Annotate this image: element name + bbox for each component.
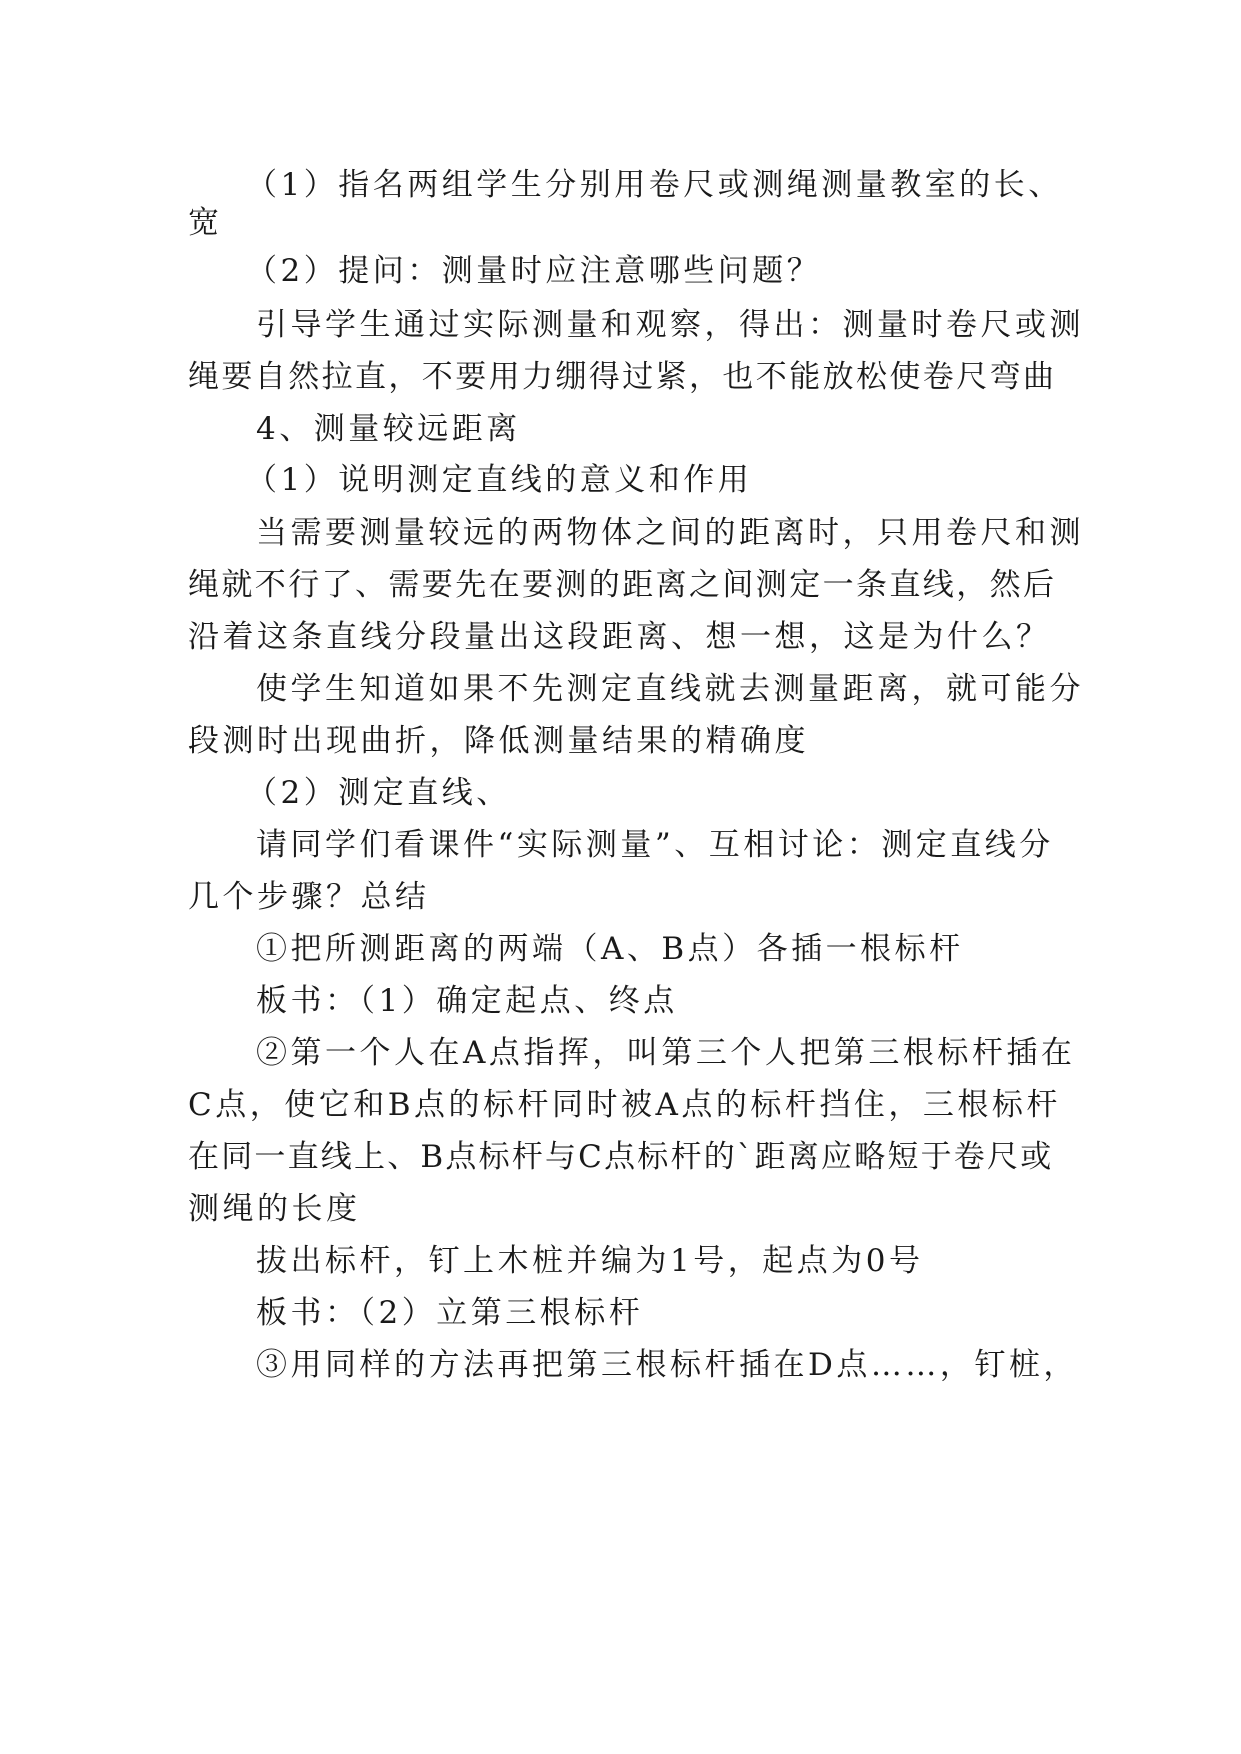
text-line-6: 4、测量较远距离	[256, 411, 521, 447]
text-line-2: 宽	[188, 205, 223, 241]
text-line-21: 测绳的长度	[188, 1191, 361, 1227]
text-line-11: 使学生知道如果不先测定直线就去测量距离，就可能分	[256, 671, 1084, 707]
text-line-17: 板书：（1）确定起点、终点	[256, 983, 678, 1019]
text-line-8: 当需要测量较远的两物体之间的距离时，只用卷尺和测	[256, 515, 1084, 551]
text-line-13: （2）测定直线、	[246, 775, 511, 811]
text-line-19: C点，使它和B点的标杆同时被A点的标杆挡住，三根标杆	[188, 1087, 1061, 1123]
text-line-7: （1）说明测定直线的意义和作用	[246, 462, 753, 498]
text-line-18: ②第一个人在A点指挥，叫第三个人把第三根标杆插在	[256, 1035, 1076, 1071]
text-line-1: （1）指名两组学生分别用卷尺或测绳测量教室的长、	[246, 167, 1063, 203]
text-line-24: ③用同样的方法再把第三根标杆插在D点……，钉桩，	[256, 1347, 1078, 1383]
text-line-14: 请同学们看课件“实际测量”、互相讨论：测定直线分	[256, 827, 1054, 863]
text-line-15: 几个步骤？总结	[188, 879, 430, 915]
text-line-20: 在同一直线上、B点标杆与C点标杆的`距离应略短于卷尺或	[188, 1139, 1054, 1175]
text-line-3: （2）提问：测量时应注意哪些问题？	[246, 253, 822, 289]
text-line-5: 绳要自然拉直，不要用力绷得过紧，也不能放松使卷尺弯曲	[188, 359, 1057, 395]
text-line-9: 绳就不行了、需要先在要测的距离之间测定一条直线，然后	[188, 567, 1057, 603]
text-line-22: 拔出标杆，钉上木桩并编为1号，起点为0号	[256, 1243, 924, 1279]
text-line-10: 沿着这条直线分段量出这段距离、想一想，这是为什么？	[188, 619, 1051, 655]
text-line-16: ①把所测距离的两端（A、B点）各插一根标杆	[256, 931, 964, 967]
text-line-12: 段测时出现曲折，降低测量结果的精确度	[188, 723, 809, 759]
text-line-4: 引导学生通过实际测量和观察，得出：测量时卷尺或测	[256, 307, 1084, 343]
text-line-23: 板书：（2）立第三根标杆	[256, 1295, 644, 1331]
